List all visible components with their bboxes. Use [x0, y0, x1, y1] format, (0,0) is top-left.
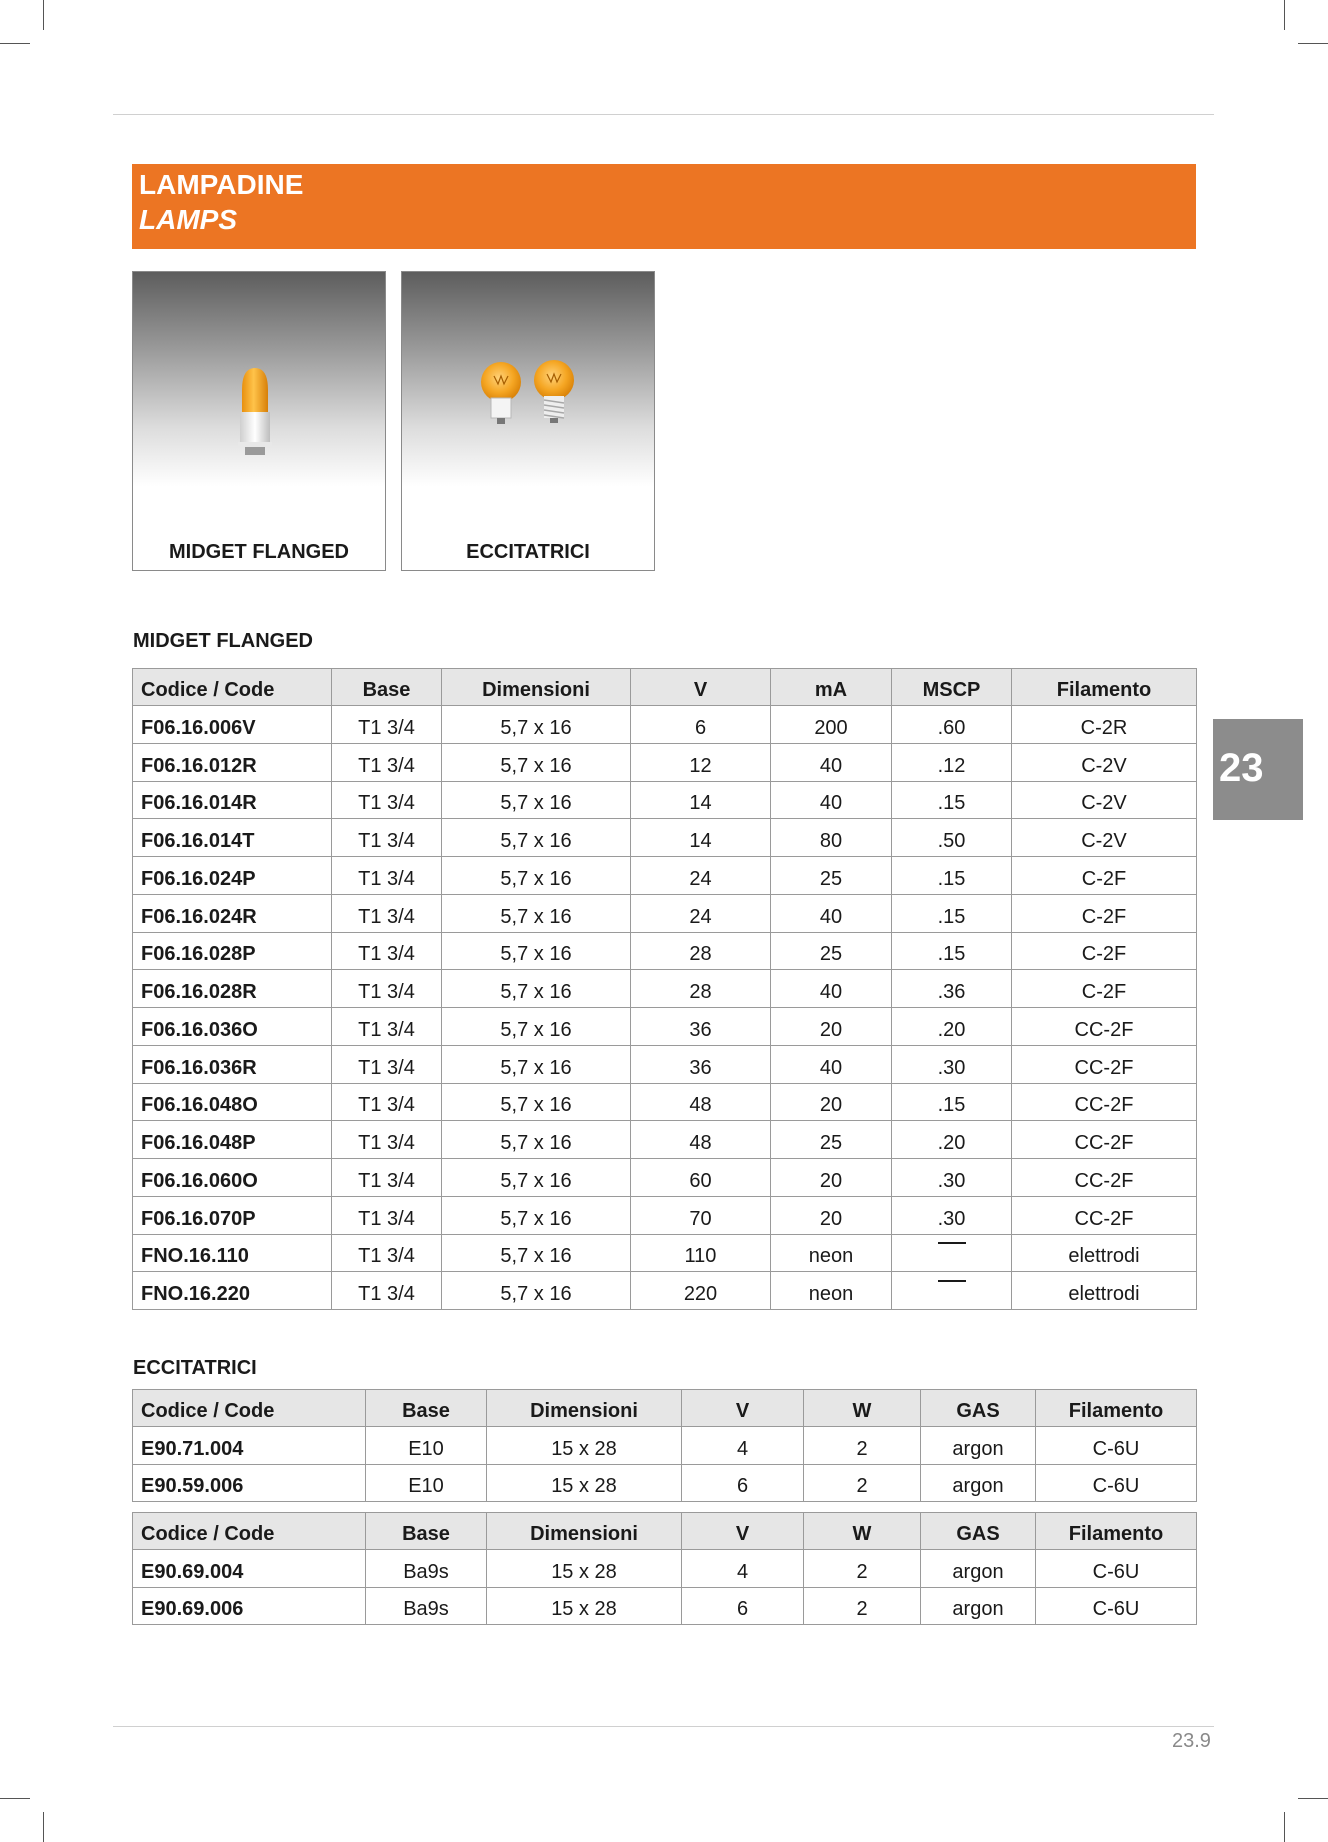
crop-mark	[1284, 0, 1285, 30]
table-cell: T1 3/4	[332, 706, 442, 744]
eccitatrici-table-e10	[132, 1389, 1197, 1502]
table-cell: T1 3/4	[332, 970, 442, 1008]
table-cell: 24	[631, 857, 771, 895]
table-cell: 28	[631, 932, 771, 970]
table-row	[133, 1234, 1197, 1272]
column-header: Dimensioni	[487, 1390, 682, 1427]
table-cell: 5,7 x 16	[442, 894, 631, 932]
table-row	[133, 970, 1197, 1008]
table-cell: .30	[892, 1196, 1012, 1234]
banner-title-it: LAMPADINE	[139, 169, 304, 200]
table-cell: Ba9s	[366, 1587, 487, 1625]
crop-mark	[1298, 43, 1328, 44]
section-title-eccitatrici: ECCITATRICI	[133, 1357, 257, 1379]
eccitatrici-lamps-icon	[402, 272, 656, 572]
table-cell: 40	[771, 970, 892, 1008]
crop-mark	[0, 1798, 30, 1799]
table-cell: 5,7 x 16	[442, 970, 631, 1008]
table-cell: C-2F	[1012, 894, 1197, 932]
table-cell: CC-2F	[1012, 1008, 1197, 1046]
table-cell: 2	[804, 1464, 921, 1502]
table-cell: 2	[804, 1550, 921, 1588]
table-row	[133, 1587, 1197, 1625]
table-cell: 5,7 x 16	[442, 1045, 631, 1083]
product-code-cell: E90.71.004	[133, 1427, 366, 1465]
column-header: Filamento	[1012, 669, 1197, 706]
table-cell: C-6U	[1036, 1427, 1197, 1465]
table-cell: 5,7 x 16	[442, 1121, 631, 1159]
banner-title-en: LAMPS	[139, 204, 237, 235]
table-cell: 220	[631, 1272, 771, 1310]
table-cell: CC-2F	[1012, 1196, 1197, 1234]
table-row	[133, 1083, 1197, 1121]
table-cell: 2	[804, 1587, 921, 1625]
table-row	[133, 894, 1197, 932]
table-cell: C-2F	[1012, 970, 1197, 1008]
table-cell: 6	[631, 706, 771, 744]
table-cell: T1 3/4	[332, 932, 442, 970]
table-row	[133, 1196, 1197, 1234]
table-cell: T1 3/4	[332, 819, 442, 857]
table-cell: elettrodi	[1012, 1272, 1197, 1310]
table-cell: 5,7 x 16	[442, 1272, 631, 1310]
table-cell: 20	[771, 1008, 892, 1046]
table-cell: 5,7 x 16	[442, 706, 631, 744]
table-cell: neon	[771, 1234, 892, 1272]
crop-mark	[1298, 1798, 1328, 1799]
table-cell: C-2F	[1012, 932, 1197, 970]
table-cell: 5,7 x 16	[442, 743, 631, 781]
table-row	[133, 1272, 1197, 1310]
table-row	[133, 706, 1197, 744]
table-cell: 5,7 x 16	[442, 819, 631, 857]
table-cell: 15 x 28	[487, 1550, 682, 1588]
table-cell: 60	[631, 1159, 771, 1197]
table-cell: 48	[631, 1083, 771, 1121]
table-row	[133, 743, 1197, 781]
table-cell: 14	[631, 781, 771, 819]
table-cell: 24	[631, 894, 771, 932]
table-cell: 6	[682, 1464, 804, 1502]
table-cell: .15	[892, 894, 1012, 932]
table-row	[133, 1008, 1197, 1046]
product-code-cell: FNO.16.110	[133, 1234, 332, 1272]
table-cell: 40	[771, 743, 892, 781]
table-cell: 28	[631, 970, 771, 1008]
table-cell: C-6U	[1036, 1587, 1197, 1625]
table-cell: T1 3/4	[332, 781, 442, 819]
column-header: Dimensioni	[487, 1513, 682, 1550]
product-code-cell: E90.59.006	[133, 1464, 366, 1502]
table-cell: 48	[631, 1121, 771, 1159]
table-cell: T1 3/4	[332, 743, 442, 781]
column-header: GAS	[921, 1513, 1036, 1550]
table-cell: CC-2F	[1012, 1083, 1197, 1121]
table-row	[133, 932, 1197, 970]
product-code-cell: F06.16.048P	[133, 1121, 332, 1159]
table-cell: 25	[771, 932, 892, 970]
table-cell: argon	[921, 1587, 1036, 1625]
column-header: Codice / Code	[133, 669, 332, 706]
table-cell: 5,7 x 16	[442, 1159, 631, 1197]
product-code-cell: F06.16.036O	[133, 1008, 332, 1046]
column-header: V	[682, 1390, 804, 1427]
table-cell: argon	[921, 1550, 1036, 1588]
table-cell: T1 3/4	[332, 1234, 442, 1272]
table-row	[133, 1427, 1197, 1465]
product-code-cell: F06.16.006V	[133, 706, 332, 744]
column-header: W	[804, 1513, 921, 1550]
table-cell: 25	[771, 857, 892, 895]
column-header: Codice / Code	[133, 1513, 366, 1550]
table-cell: 200	[771, 706, 892, 744]
table-cell: T1 3/4	[332, 1008, 442, 1046]
chapter-tab	[1213, 719, 1303, 820]
table-cell: 5,7 x 16	[442, 1234, 631, 1272]
table-cell: T1 3/4	[332, 1272, 442, 1310]
crop-mark	[1284, 1812, 1285, 1842]
table-cell: .15	[892, 781, 1012, 819]
page-number: 23.9	[1172, 1730, 1211, 1752]
table-cell: T1 3/4	[332, 1196, 442, 1234]
table-cell: T1 3/4	[332, 1045, 442, 1083]
table-row	[133, 1045, 1197, 1083]
table-cell: .15	[892, 932, 1012, 970]
table-cell: .12	[892, 743, 1012, 781]
table-cell: .30	[892, 1045, 1012, 1083]
table-row	[133, 857, 1197, 895]
table-row	[133, 1121, 1197, 1159]
photo-caption: MIDGET FLANGED	[169, 541, 349, 563]
table-cell: 6	[682, 1587, 804, 1625]
table-cell: 2	[804, 1427, 921, 1465]
table-cell: 5,7 x 16	[442, 1008, 631, 1046]
crop-mark	[43, 0, 44, 30]
product-code-cell: F06.16.014R	[133, 781, 332, 819]
table-cell: 20	[771, 1159, 892, 1197]
table-cell: 25	[771, 1121, 892, 1159]
product-photo-midget-flanged	[132, 271, 386, 571]
midget-flanged-lamp-icon	[133, 272, 387, 572]
table-cell: 5,7 x 16	[442, 932, 631, 970]
table-cell: neon	[771, 1272, 892, 1310]
table-cell: 15 x 28	[487, 1464, 682, 1502]
table-cell: T1 3/4	[332, 857, 442, 895]
table-cell: CC-2F	[1012, 1121, 1197, 1159]
column-header: W	[804, 1390, 921, 1427]
table-cell: 12	[631, 743, 771, 781]
table-cell: T1 3/4	[332, 894, 442, 932]
product-code-cell: F06.16.070P	[133, 1196, 332, 1234]
table-cell: 70	[631, 1196, 771, 1234]
product-code-cell: F06.16.014T	[133, 819, 332, 857]
table-cell: .50	[892, 819, 1012, 857]
column-header: V	[631, 669, 771, 706]
table-cell: C-2R	[1012, 706, 1197, 744]
product-code-cell: F06.16.012R	[133, 743, 332, 781]
table-row	[133, 819, 1197, 857]
table-cell: C-6U	[1036, 1464, 1197, 1502]
table-cell: C-2V	[1012, 781, 1197, 819]
product-code-cell: F06.16.028P	[133, 932, 332, 970]
table-cell: 36	[631, 1045, 771, 1083]
column-header: GAS	[921, 1390, 1036, 1427]
table-cell: .60	[892, 706, 1012, 744]
table-cell: .15	[892, 857, 1012, 895]
table-row	[133, 1464, 1197, 1502]
table-cell: 14	[631, 819, 771, 857]
table-header-row	[133, 669, 1197, 706]
table-cell: 20	[771, 1196, 892, 1234]
crop-mark	[43, 1812, 44, 1842]
table-cell: Ba9s	[366, 1550, 487, 1588]
footer-rule	[113, 1726, 1214, 1727]
product-code-cell: E90.69.004	[133, 1550, 366, 1588]
table-cell: 15 x 28	[487, 1427, 682, 1465]
table-cell: 40	[771, 1045, 892, 1083]
product-code-cell: FNO.16.220	[133, 1272, 332, 1310]
section-title-midget: MIDGET FLANGED	[133, 630, 313, 652]
table-cell: T1 3/4	[332, 1121, 442, 1159]
table-row	[133, 781, 1197, 819]
table-cell: C-2V	[1012, 819, 1197, 857]
column-header: Base	[366, 1513, 487, 1550]
table-cell: 5,7 x 16	[442, 781, 631, 819]
product-code-cell: F06.16.024P	[133, 857, 332, 895]
product-photo-eccitatrici	[401, 271, 655, 571]
eccitatrici-table-ba9s	[132, 1512, 1197, 1625]
table-cell: E10	[366, 1464, 487, 1502]
column-header: mA	[771, 669, 892, 706]
table-cell: 4	[682, 1427, 804, 1465]
product-code-cell: F06.16.048O	[133, 1083, 332, 1121]
table-cell: argon	[921, 1464, 1036, 1502]
product-code-cell: F06.16.060O	[133, 1159, 332, 1197]
dash-mark	[938, 1242, 966, 1244]
table-cell: 40	[771, 781, 892, 819]
section-banner	[132, 164, 1196, 249]
table-cell: .30	[892, 1159, 1012, 1197]
chapter-number: 23	[1219, 746, 1264, 790]
table-header-row	[133, 1390, 1197, 1427]
table-cell: .20	[892, 1121, 1012, 1159]
product-code-cell: E90.69.006	[133, 1587, 366, 1625]
not-applicable-dash	[892, 1234, 1012, 1272]
table-cell: 5,7 x 16	[442, 857, 631, 895]
column-header: V	[682, 1513, 804, 1550]
table-cell: CC-2F	[1012, 1045, 1197, 1083]
table-cell: 4	[682, 1550, 804, 1588]
table-cell: .20	[892, 1008, 1012, 1046]
column-header: Codice / Code	[133, 1390, 366, 1427]
header-rule	[113, 114, 1214, 115]
photo-caption: ECCITATRICI	[466, 541, 590, 563]
dash-mark	[938, 1280, 966, 1282]
product-code-cell: F06.16.028R	[133, 970, 332, 1008]
table-cell: T1 3/4	[332, 1083, 442, 1121]
product-code-cell: F06.16.036R	[133, 1045, 332, 1083]
midget-flanged-table	[132, 668, 1197, 1310]
table-cell: 5,7 x 16	[442, 1196, 631, 1234]
table-header-row	[133, 1513, 1197, 1550]
product-code-cell: F06.16.024R	[133, 894, 332, 932]
not-applicable-dash	[892, 1272, 1012, 1310]
table-cell: 36	[631, 1008, 771, 1046]
column-header: Base	[332, 669, 442, 706]
crop-mark	[0, 43, 30, 44]
column-header: MSCP	[892, 669, 1012, 706]
table-cell: 80	[771, 819, 892, 857]
column-header: Filamento	[1036, 1513, 1197, 1550]
table-cell: T1 3/4	[332, 1159, 442, 1197]
table-cell: C-2V	[1012, 743, 1197, 781]
table-row	[133, 1159, 1197, 1197]
column-header: Filamento	[1036, 1390, 1197, 1427]
table-cell: 15 x 28	[487, 1587, 682, 1625]
table-cell: .36	[892, 970, 1012, 1008]
table-cell: C-2F	[1012, 857, 1197, 895]
table-cell: 40	[771, 894, 892, 932]
table-cell: E10	[366, 1427, 487, 1465]
table-cell: argon	[921, 1427, 1036, 1465]
table-cell: C-6U	[1036, 1550, 1197, 1588]
column-header: Dimensioni	[442, 669, 631, 706]
table-cell: .15	[892, 1083, 1012, 1121]
table-cell: 110	[631, 1234, 771, 1272]
table-cell: CC-2F	[1012, 1159, 1197, 1197]
table-cell: elettrodi	[1012, 1234, 1197, 1272]
column-header: Base	[366, 1390, 487, 1427]
table-cell: 5,7 x 16	[442, 1083, 631, 1121]
table-row	[133, 1550, 1197, 1588]
table-cell: 20	[771, 1083, 892, 1121]
